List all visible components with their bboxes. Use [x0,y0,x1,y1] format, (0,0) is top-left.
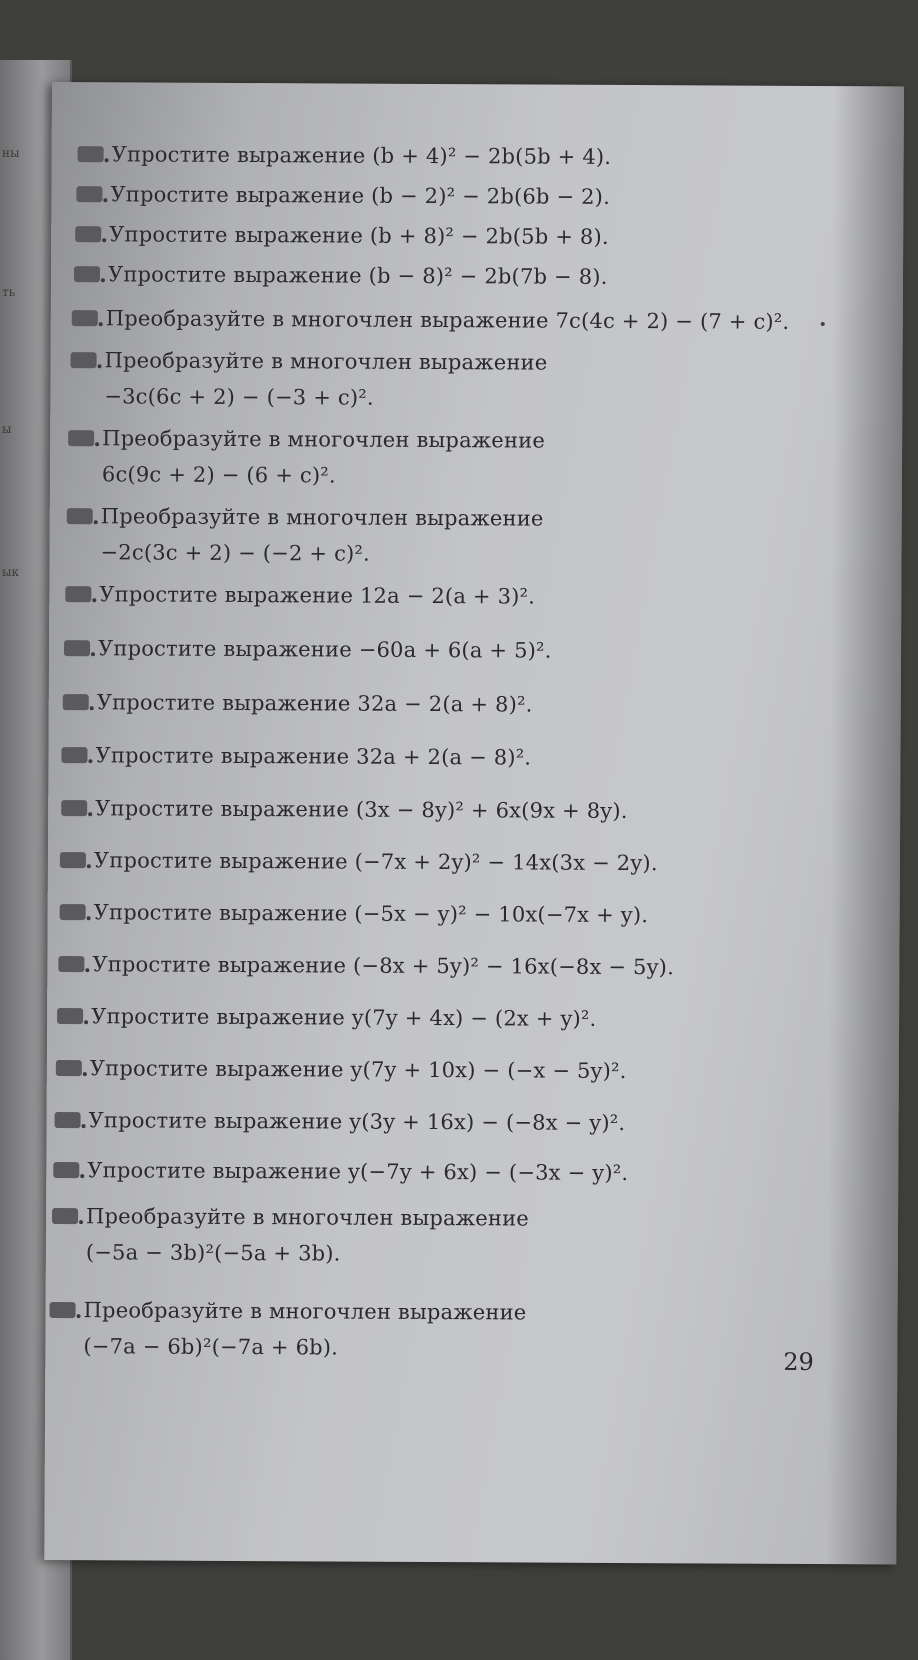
problem-number-marker [50,1302,76,1318]
problem-number-marker [53,1162,79,1178]
problem-number-marker [61,747,87,763]
problem-text: Упростите выражение (b − 8)² − 2b(7b − 8). [107,262,608,289]
problem-item [97,684,533,722]
problem-text: Упростите выражение (b + 4)² − 2b(5b + 4). [111,142,612,169]
problem-text: Упростите выражение (b + 8)² − 2b(5b + 8). [109,222,609,249]
problem-number-marker [76,186,102,202]
problem-text: Упростите выражение 32a − 2(a + 8)². [96,690,533,717]
problem-number-marker [65,586,91,602]
problem-number-marker [56,1060,82,1076]
problem-item [100,498,543,572]
problem-item [104,342,547,416]
problem-number-marker [71,352,97,368]
problem-number-marker [58,956,84,972]
problem-item [87,1152,628,1191]
problem-text: Упростите выражение y(7y + 10x) − (−x − 5y)². [89,1056,627,1084]
problem-item [109,216,609,255]
problem-number-marker [74,266,100,282]
problem-number-marker [63,694,89,710]
problem-number-marker [60,904,86,920]
problem-text: (−5a − 3b)²(−5a + 3b). [85,1240,341,1266]
problem-text: Преобразуйте в многочлен выражение 7c(4c + 2) − (7 + c)². [105,306,790,334]
problem-text: −3c(6c + 2) − (−3 + c)². [104,384,374,410]
problem-number-marker [67,508,93,524]
problem-number-marker [68,430,94,446]
problem-number-marker [57,1008,83,1024]
problem-item [83,1292,526,1366]
problem-item [110,176,610,215]
problem-item [99,576,535,614]
print-speck [821,322,825,326]
page-shadow [826,86,904,1564]
problem-item [95,790,628,829]
problem-text: Преобразуйте в многочлен выражение [100,504,544,531]
side-text-fragment: ны [2,146,20,160]
problem-item [91,998,597,1037]
page-number: 29 [783,1347,814,1377]
problem-number-marker [72,310,98,326]
problem-text: Упростите выражение (b − 2)² − 2b(6b − 2). [110,182,611,209]
side-text-fragment: ык [2,565,20,579]
problem-item [112,136,612,175]
problem-number-marker [60,852,86,868]
problem-text: Преобразуйте в многочлен выражение [85,1204,529,1231]
problem-item [106,300,790,340]
textbook-page [44,82,904,1564]
problem-text: Преобразуйте в многочлен выражение [102,426,546,453]
problem-text: Упростите выражение 12a − 2(a + 3)². [99,582,536,609]
problem-text: Упростите выражение y(3y + 16x) − (−8x − y)². [88,1108,626,1136]
problem-text: 6c(9c + 2) − (6 + c)². [101,462,336,488]
problem-number-marker [61,800,87,816]
side-text-fragment: ы [2,422,12,436]
problem-text: Упростите выражение y(7y + 4x) − (2x + y)². [91,1004,597,1031]
problem-text: Упростите выражение (−7x + 2y)² − 14x(3x − 2y). [93,848,658,876]
problem-text: Упростите выражение (3x − 8y)² + 6x(9x + 8y). [95,796,628,824]
problem-text: Упростите выражение (−8x + 5y)² − 16x(−8x − 5y). [92,952,675,980]
problem-item [95,737,531,775]
problem-text: Упростите выражение 32a + 2(a − 8)². [95,743,532,770]
problem-item [86,1198,529,1272]
problem-item [98,630,552,668]
problem-text: Преобразуйте в многочлен выражение [104,348,548,375]
problem-item [92,946,674,985]
problem-item [90,1050,627,1089]
problem-number-marker [52,1208,78,1224]
problem-text: (−7a − 6b)²(−7a + 6b). [83,1334,339,1360]
problem-text: Преобразуйте в многочлен выражение [83,1298,527,1325]
problem-number-marker [75,226,101,242]
problem-item [108,256,608,295]
problem-text: Упростите выражение y(−7y + 6x) − (−3x − y)². [87,1158,629,1186]
problem-item [88,1102,625,1141]
problem-number-marker [64,640,90,656]
problem-item [102,420,545,494]
problem-text: −2c(3c + 2) − (−2 + c)². [100,540,371,566]
side-text-fragment: ть [2,285,16,299]
problem-number-marker [55,1112,81,1128]
problem-item [94,894,649,933]
problem-text: Упростите выражение (−5x − y)² − 10x(−7x + y). [93,900,649,928]
problem-text: Упростите выражение −60a + 6(a + 5)². [97,636,552,663]
problem-number-marker [78,146,104,162]
problem-item [94,842,658,881]
